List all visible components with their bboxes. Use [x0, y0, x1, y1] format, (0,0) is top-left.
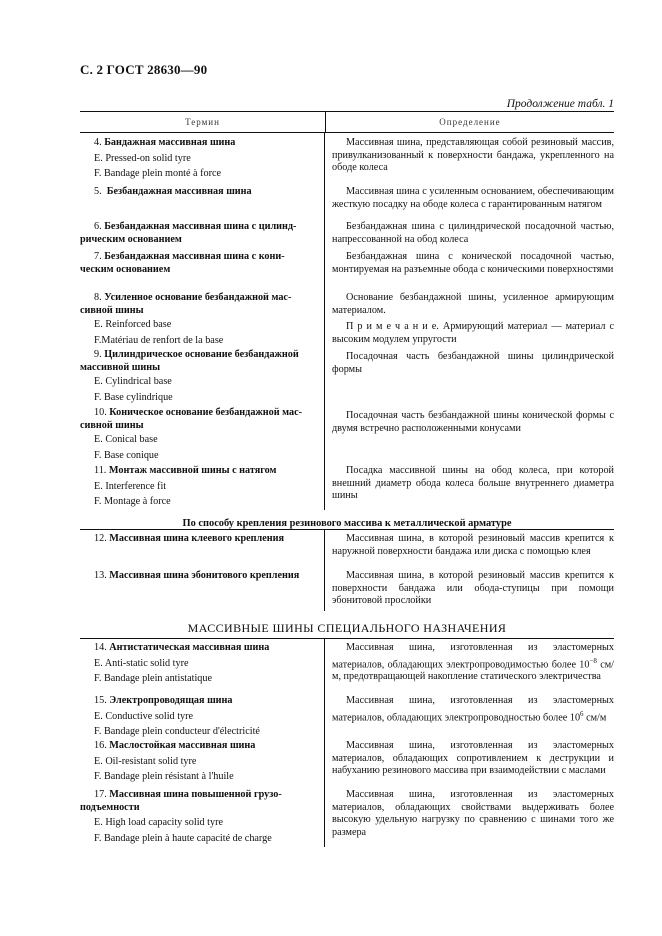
- term-en: E. Cylindrical base: [94, 376, 172, 387]
- term-fr: F. Bandage plein à haute capacité de charge: [94, 832, 272, 844]
- table-continuation-label: Продолжение табл. 1: [506, 98, 614, 110]
- term-en: E. Conductive solid tyre: [94, 710, 194, 722]
- term-fr: F. Bandage plein monté à force: [94, 168, 222, 179]
- term-ru: Безбандажная массивная шина: [106, 186, 252, 197]
- term-ru: Массивная шина эбонитового крепления: [109, 570, 300, 581]
- definition: Массивная шина, изготовленная из эластомерных материалов, обладающих свойствами выдерживать более высокую удельную нагрузку по сравнению с шинами того же размера: [332, 789, 614, 838]
- term-en: E. Pressed-on solid tyre: [94, 152, 191, 164]
- definition: Массивная шина с усиленным основанием, обеспечивающим жесткую посадку на ободе колеса с гарантированным натягом: [332, 186, 614, 210]
- term-row-16: 16. Маслостойкая массивная шина E. Oil-resistant solid tyre F. Bandage plein résistant à l'huile Массивная шина, изготовленная из эластомерных материалов, обладающих сопротивлением к деструкции и набуханию резинового массива при взаимодействии с маслами: [80, 738, 614, 787]
- term-row-10: 10. Коническое основание безбандажной мас- сивной шины E. Conical base F. Base conique Посадочная часть безбандажной шины конической формы с двумя встречно расположенными конусами: [80, 406, 614, 464]
- definition: Посадочная часть безбандажной шины цилиндрической формы: [332, 351, 614, 375]
- term-fr: F. Bandage plein résistant à l'huile: [94, 771, 234, 782]
- definition-note: П р и м е ч а н и е. Армирующий материал — материал с высоким модулем упругости: [332, 321, 614, 345]
- term-row-6: 6. Безбандажная массивная шина с цилинд- рическим основанием Безбандажная шина с цилиндрической посадочной частью, напрессованной на обод колеса: [80, 220, 614, 250]
- term-row-13: 13. Массивная шина эбонитового крепления Массивная шина, в которой резиновый массив крепится к поверхности бандажа или обода-ступицы при помощи эбонитовой прослойки: [80, 567, 614, 611]
- section-heading: По способу крепления резинового массива к металлической арматуре: [182, 518, 512, 529]
- header-definition: Определение: [439, 117, 501, 127]
- term-ru: Антистатическая массивная шина: [109, 642, 270, 653]
- definition: Массивная шина, изготовленная из эластомерных материалов, обладающих сопротивлением к деструкции и набуханию резинового массива при взаимодействии с маслами: [332, 740, 614, 776]
- term-en: E. Anti-static solid tyre: [94, 657, 189, 669]
- definition: Массивная шина, изготовленная из эластомерных материалов, обладающих электропроводностью более $10^6$ см/м: [332, 695, 614, 723]
- term-en: E. High load capacity solid tyre: [94, 817, 224, 828]
- term-row-9: 9. Цилиндрическое основание безбандажной массивной шины E. Cylindrical base F. Base cylindrique Посадочная часть безбандажной шины цилиндрической формы: [80, 348, 614, 406]
- section-row: [80, 611, 614, 636]
- term-row-8: 8. Усиленное основание безбандажной мас- сивной шины E. Reinforced base F.Matériau de renfort de la base Основание безбандажной шины, усиленное армирующим материалом. П р и м е ч а н и е. Армирующий материал — материал с высоким модулем упругости: [80, 291, 614, 348]
- term-en: E. Reinforced base: [94, 319, 172, 330]
- term-fr: F. Base cylindrique: [94, 391, 173, 403]
- definition: Посадка массивной шины на обод колеса, при которой внешний диаметр обода колеса больше внутреннего диаметра шины: [332, 465, 614, 501]
- section-row: [80, 510, 614, 529]
- term-ru: Монтаж массивной шины с натягом: [108, 465, 277, 476]
- term-row-4: 4. Бандажная массивная шина E. Pressed-on solid tyre F. Bandage plein monté à force Массивная шина, представляющая собой резиновый массив, привулканизованный к поверхности бандажа, укрепленного на ободе колеса: [80, 133, 614, 183]
- definition: Безбандажная шина с цилиндрической посадочной частью, напрессованной на обод колеса: [332, 221, 614, 245]
- definition: Массивная шина, представляющая собой резиновый массив, привулканизованный к поверхности бандажа, укрепленного на ободе колеса: [332, 137, 614, 173]
- section-heading: МАССИВНЫЕ ШИНЫ СПЕЦИАЛЬНОГО НАЗНАЧЕНИЯ: [187, 621, 507, 635]
- term-ru: Маслостойкая массивная шина: [109, 740, 256, 751]
- term-row-17: 17. Массивная шина повышенной грузо- подъемности E. High load capacity solid tyre F. Bandage plein à haute capacité de charge Массивная шина, изготовленная из эластомерных материалов, обладающих свойствами выдерживать более высокую удельную нагрузку по сравнению с шинами того же размера: [80, 787, 614, 847]
- term-fr: F. Base conique: [94, 449, 159, 461]
- term-ru: Массивная шина клеевого крепления: [109, 533, 284, 544]
- term-row-5: 5. Безбандажная массивная шина Массивная шина с усиленным основанием, обеспечивающим жесткую посадку на ободе колеса с гарантированным натягом: [80, 183, 614, 220]
- definition: Массивная шина, в которой резиновый массив крепится к поверхности бандажа или обода-ступицы при помощи эбонитовой прослойки: [332, 570, 614, 606]
- term-fr: F. Montage à force: [94, 496, 171, 507]
- definition: Массивная шина, в которой резиновый массив крепится к наружной поверхности бандажа или диска с помощью клея: [332, 533, 614, 557]
- page-header: С. 2 ГОСТ 28630—90: [80, 62, 208, 77]
- term-row-14: 14. Антистатическая массивная шина E. Anti-static solid tyre F. Bandage plein antistatique Массивная шина, изготовленная из эластомерных материалов, обладающих электропроводимостью более $10^{-8}$ см/м, предотвращающей накопление статического электричества: [80, 639, 614, 693]
- term-fr: F.Matériau de renfort de la base: [94, 334, 224, 346]
- term-ru: Электропроводящая шина: [109, 695, 233, 706]
- term-row-12: 12. Массивная шина клеевого крепления Массивная шина, в которой резиновый массив крепится к наружной поверхности бандажа или диска с помощью клея: [80, 530, 614, 567]
- definition: Посадочная часть безбандажной шины конической формы с двумя встречно расположенными конусами: [332, 410, 614, 434]
- term-fr: F. Bandage plein conducteur d'électricité: [94, 726, 260, 737]
- term-fr: F. Bandage plein antistatique: [94, 673, 213, 684]
- table-header: [80, 111, 614, 133]
- definition: Массивная шина, изготовленная из эластомерных материалов, обладающих электропроводимостью более $10^{-8}$ см/м, предотвращающей накопление статического электричества: [332, 642, 614, 683]
- term-row-7: 7. Безбандажная массивная шина с кони- ческим основанием Безбандажная шина с конической посадочной частью, монтируемая на разъемные обода с коническими поверхностями: [80, 250, 614, 291]
- term-row-15: 15. Электропроводящая шина E. Conductive solid tyre F. Bandage plein conducteur d'électricité Массивная шина, изготовленная из эластомерных материалов, обладающих электропроводностью более $10^6$ см/м: [80, 693, 614, 738]
- header-term: Термин: [80, 112, 326, 132]
- term-en: E. Oil-resistant solid tyre: [94, 755, 197, 767]
- definition: Безбандажная шина с конической посадочной частью, монтируемая на разъемные обода с коническими поверхностями: [332, 251, 614, 275]
- term-row-11: 11. Монтаж массивной шины с натягом E. Interference fit F. Montage à force Посадка массивной шины на обод колеса, при которой внешний диаметр обода колеса больше внутреннего диаметра шины: [80, 464, 614, 510]
- term-en: E. Conical base: [94, 434, 158, 445]
- terms-table: [80, 111, 614, 847]
- term-en: E. Interference fit: [94, 480, 167, 492]
- definition: Основание безбандажной шины, усиленное армирующим материалом.: [332, 292, 614, 316]
- term-ru: Бандажная массивная шина: [104, 137, 236, 148]
